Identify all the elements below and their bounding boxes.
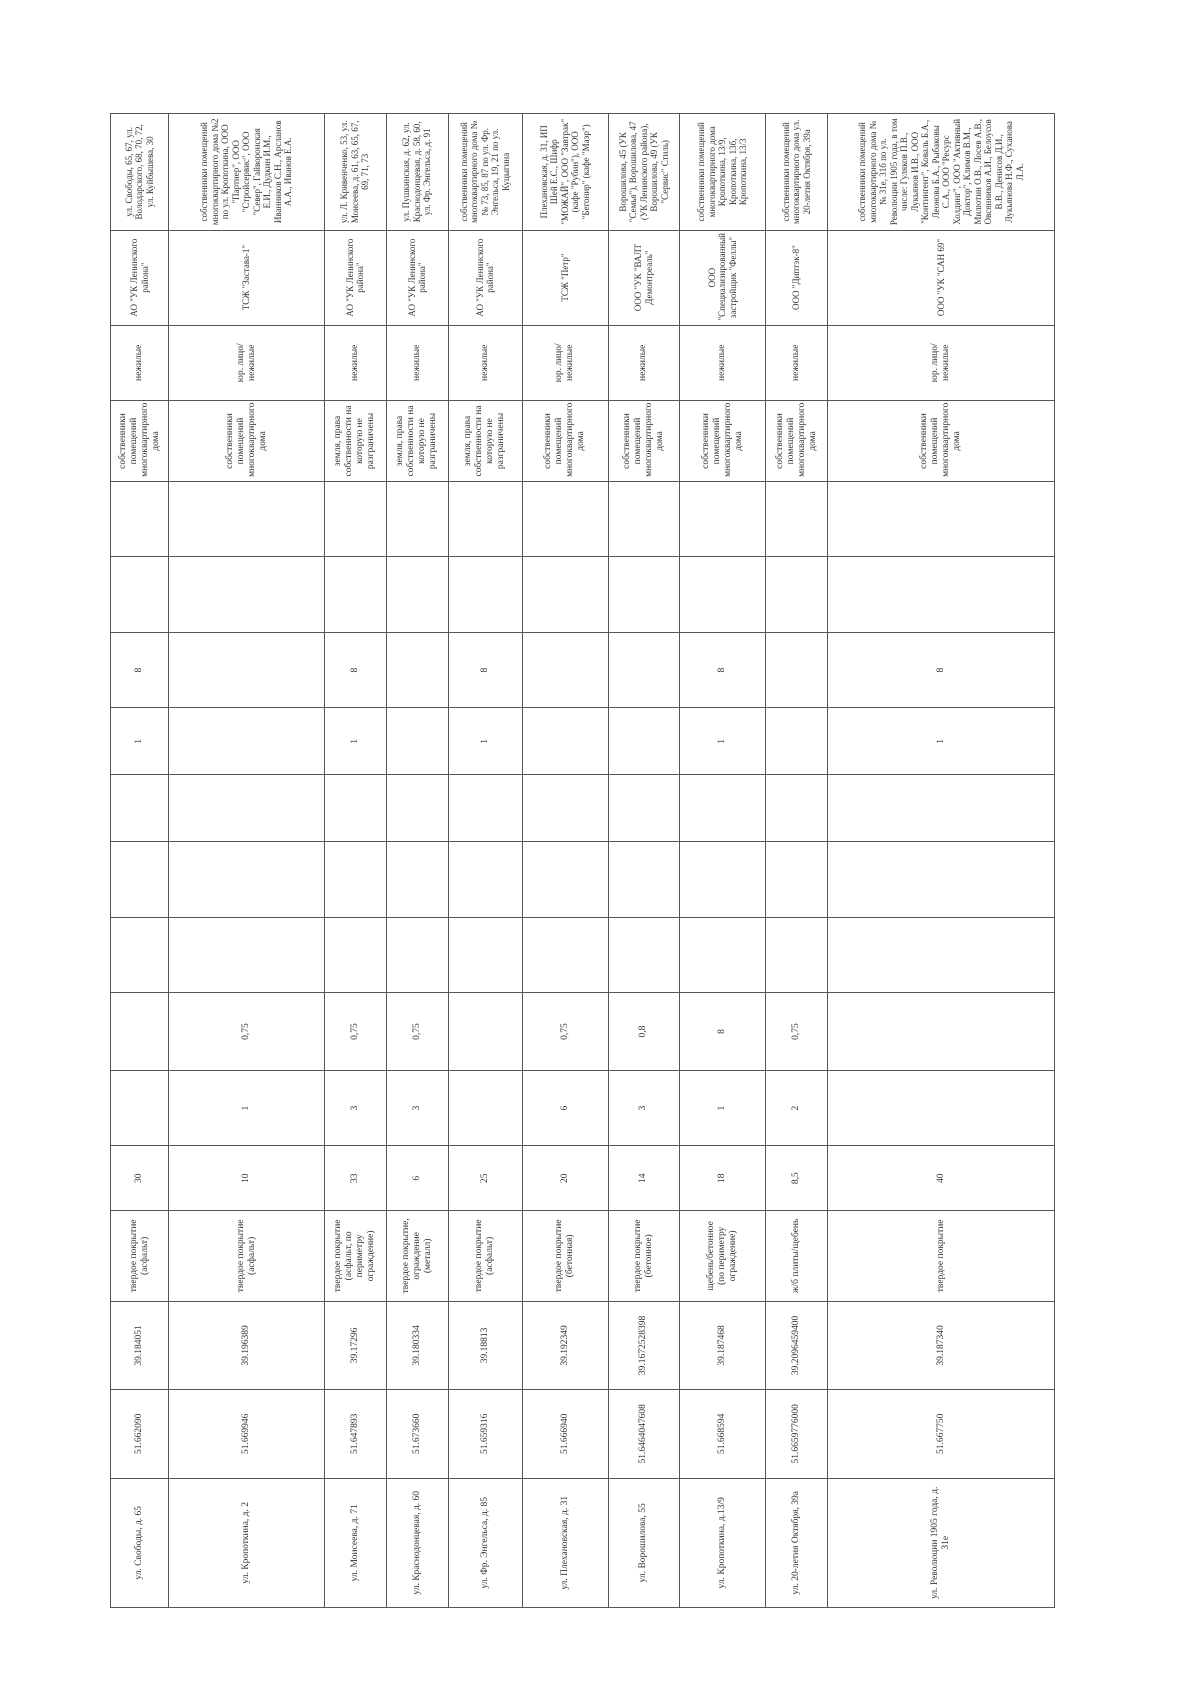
- container-volume-cell: 8: [680, 993, 766, 1071]
- count-1-cell: 1: [448, 708, 522, 775]
- col-13-cell: [828, 775, 1055, 842]
- site-address-cell: ул. Краснодонцевая, д. 60: [386, 1478, 448, 1607]
- count-8-cell: [169, 632, 324, 708]
- col-16-cell: [324, 557, 386, 633]
- served-objects-cell: собственники помещений многоквартирного дома Кропоткина, 13/9, Кропоткина, 13б, Кропоткина, 13/3: [680, 114, 766, 231]
- count-1-cell: [522, 708, 608, 775]
- col-16-cell: [608, 557, 680, 633]
- col-16-cell: [522, 557, 608, 633]
- col-13-cell: [111, 775, 169, 842]
- owner-type-cell: нежилые: [448, 325, 522, 401]
- col-11-cell: [111, 917, 169, 993]
- owner-type-cell: нежилые: [680, 325, 766, 401]
- container-sites-table: [110, 113, 1055, 1608]
- count-1-cell: 1: [828, 708, 1055, 775]
- table-body: [111, 114, 1055, 1608]
- col-17-cell: [448, 481, 522, 557]
- container-volume-cell: 0,75: [324, 993, 386, 1071]
- col-17-cell: [324, 481, 386, 557]
- owner-cell: собственники помещений многоквартирного дома: [169, 401, 324, 482]
- count-8-cell: [386, 632, 448, 708]
- col-13-cell: [766, 775, 828, 842]
- site-area-cell: 8,5: [766, 1146, 828, 1211]
- site-area-cell: 14: [608, 1146, 680, 1211]
- owner-type-cell: нежилые: [324, 325, 386, 401]
- col-11-cell: [608, 917, 680, 993]
- served-objects-cell: ул. Пушкинская, д. 62, ул. Краснодонцевая, д. 58, 60, ул. Фр. Энгельса, д. 91: [386, 114, 448, 231]
- owner-cell: собственники помещений многоквартирного дома: [608, 401, 680, 482]
- owner-type-cell: юр. лицо/нежилые: [522, 325, 608, 401]
- site-address-cell: ул. Свободы, д. 65: [111, 1478, 169, 1607]
- latitude-cell: 51.659316: [448, 1390, 522, 1478]
- col-11-cell: [386, 917, 448, 993]
- latitude-cell: 51.669946: [169, 1390, 324, 1478]
- count-8-cell: 8: [828, 632, 1055, 708]
- col-17-cell: [766, 481, 828, 557]
- count-8-cell: [608, 632, 680, 708]
- table-row: [386, 114, 448, 1608]
- container-count-cell: [448, 1070, 522, 1146]
- site-area-cell: 6: [386, 1146, 448, 1211]
- table-row: [766, 114, 828, 1608]
- surface-type-cell: твердое покрытие (асфальт): [448, 1211, 522, 1302]
- site-area-cell: 25: [448, 1146, 522, 1211]
- surface-type-cell: твердое покрытие (асфальт): [169, 1211, 324, 1302]
- owner-type-cell: нежилые: [766, 325, 828, 401]
- site-area-cell: 40: [828, 1146, 1055, 1211]
- longitude-cell: 39.187468: [680, 1301, 766, 1389]
- longitude-cell: 39.18813: [448, 1301, 522, 1389]
- table-row: [828, 114, 1055, 1608]
- served-objects-cell: Плехановская, д. 31, ИП Шей Е.С., Шифр "МОЖАЙ", ООО "Завтрак" (кафе "Рубин"), ООО "Бегонир" (кафе "Маэр"): [522, 114, 608, 231]
- count-8-cell: 8: [111, 632, 169, 708]
- count-1-cell: [766, 708, 828, 775]
- managing-org-cell: ТСЖ "Петр": [522, 230, 608, 325]
- container-count-cell: 2: [766, 1070, 828, 1146]
- managing-org-cell: АО "УК Ленинского района": [448, 230, 522, 325]
- container-count-cell: 3: [608, 1070, 680, 1146]
- owner-cell: собственники помещений многоквартирного дома: [522, 401, 608, 482]
- served-objects-cell: собственники помещений многоквартирного дома №№ 31е, 31б по ул. Революции 1905 года, в том числе: Гуляков П.В., Лукьянов И.В., ООО "Контингент", Коваль Б.А., Леонова Б.А., Рыбаковы С.А., ООО "Ресурс Холдинг", ООО "Активный Доктор", Климов В.М., Милютин О.В., Лосев А.В., Овсянников А.И., Белоусов В.В., Денисов Д.И., Лукьянова Н.Ф., Суханова Л.А.: [828, 114, 1055, 231]
- col-12-cell: [111, 842, 169, 918]
- container-volume-cell: 0,75: [386, 993, 448, 1071]
- latitude-cell: 51.6464047608: [608, 1390, 680, 1478]
- col-16-cell: [169, 557, 324, 633]
- owner-type-cell: нежилые: [111, 325, 169, 401]
- owner-cell: земля, права собственности на которую не разграничены: [324, 401, 386, 482]
- managing-org-cell: ООО "УК "ВАЛТ Демонтреаль": [608, 230, 680, 325]
- site-address-cell: ул. Кропоткина, д. 2: [169, 1478, 324, 1607]
- longitude-cell: 39.1672528398: [608, 1301, 680, 1389]
- count-1-cell: 1: [680, 708, 766, 775]
- count-8-cell: 8: [324, 632, 386, 708]
- site-area-cell: 10: [169, 1146, 324, 1211]
- col-13-cell: [608, 775, 680, 842]
- site-address-cell: ул. 20-летия Октября, 39а: [766, 1478, 828, 1607]
- owner-type-cell: нежилые: [386, 325, 448, 401]
- col-17-cell: [828, 481, 1055, 557]
- served-objects-cell: Ворошилова, 45 (УК "Семья"), Ворошилова, 47 (УК Ленинского района), Ворошилова, 49 (УК "Сервис" Стиль): [608, 114, 680, 231]
- count-1-cell: 1: [111, 708, 169, 775]
- count-8-cell: 8: [680, 632, 766, 708]
- latitude-cell: 51.673660: [386, 1390, 448, 1478]
- latitude-cell: 51.666940: [522, 1390, 608, 1478]
- owner-type-cell: юр. лицо/нежилые: [828, 325, 1055, 401]
- site-address-cell: ул. Ворошилова, 55: [608, 1478, 680, 1607]
- surface-type-cell: твердое покрытие (асфальт, по периметру ограждение): [324, 1211, 386, 1302]
- col-11-cell: [448, 917, 522, 993]
- site-area-cell: 33: [324, 1146, 386, 1211]
- container-count-cell: [111, 1070, 169, 1146]
- col-11-cell: [324, 917, 386, 993]
- col-17-cell: [608, 481, 680, 557]
- col-17-cell: [522, 481, 608, 557]
- managing-org-cell: ООО "УК "САН 69": [828, 230, 1055, 325]
- latitude-cell: 51.668594: [680, 1390, 766, 1478]
- col-12-cell: [680, 842, 766, 918]
- table-row: [522, 114, 608, 1608]
- longitude-cell: 39.2096459400: [766, 1301, 828, 1389]
- table-row: [111, 114, 169, 1608]
- served-objects-cell: собственники помещений многоквартирного дома №№ 73, 85, 87 по ул. Фр. Энгельса, 19, 21 по ул. Куцыгина: [448, 114, 522, 231]
- owner-cell: земля, права собственности на которую не разграничены: [386, 401, 448, 482]
- site-area-cell: 30: [111, 1146, 169, 1211]
- latitude-cell: 51.667750: [828, 1390, 1055, 1478]
- col-17-cell: [169, 481, 324, 557]
- site-address-cell: ул. Фр. Энгельса, д. 85: [448, 1478, 522, 1607]
- col-13-cell: [680, 775, 766, 842]
- latitude-cell: 51.6659776000: [766, 1390, 828, 1478]
- col-12-cell: [386, 842, 448, 918]
- table-row: [680, 114, 766, 1608]
- col-11-cell: [522, 917, 608, 993]
- owner-cell: собственники помещений многоквартирного дома: [680, 401, 766, 482]
- served-objects-cell: ул. Л. Кривенченко, 53, ул. Моисеева, д. 61, 63, 65, 67, 69, 71, 73: [324, 114, 386, 231]
- latitude-cell: 51.647893: [324, 1390, 386, 1478]
- col-17-cell: [680, 481, 766, 557]
- col-13-cell: [386, 775, 448, 842]
- table-row: [448, 114, 522, 1608]
- col-12-cell: [324, 842, 386, 918]
- latitude-cell: 51.662090: [111, 1390, 169, 1478]
- container-count-cell: [828, 1070, 1055, 1146]
- col-11-cell: [680, 917, 766, 993]
- owner-cell: собственники помещений многоквартирного дома: [766, 401, 828, 482]
- surface-type-cell: твердое покрытие: [828, 1211, 1055, 1302]
- site-area-cell: 20: [522, 1146, 608, 1211]
- count-8-cell: [766, 632, 828, 708]
- count-8-cell: 8: [448, 632, 522, 708]
- col-12-cell: [169, 842, 324, 918]
- col-12-cell: [608, 842, 680, 918]
- col-13-cell: [522, 775, 608, 842]
- served-objects-cell: ул. Свободы, 65, 67, ул. Володарского, 68, 70, 72, ул. Куйбышева, 30: [111, 114, 169, 231]
- site-address-cell: ул. Моисеева, д. 71: [324, 1478, 386, 1607]
- col-12-cell: [766, 842, 828, 918]
- surface-type-cell: щебень/бетонное (по периметру ограждение): [680, 1211, 766, 1302]
- longitude-cell: 39.192349: [522, 1301, 608, 1389]
- count-8-cell: [522, 632, 608, 708]
- owner-cell: собственники помещений многоквартирного дома: [828, 401, 1055, 482]
- owner-type-cell: нежилые: [608, 325, 680, 401]
- container-volume-cell: [828, 993, 1055, 1071]
- count-1-cell: [608, 708, 680, 775]
- managing-org-cell: АО "УК Ленинского района": [111, 230, 169, 325]
- container-count-cell: 6: [522, 1070, 608, 1146]
- longitude-cell: 39.187340: [828, 1301, 1055, 1389]
- container-volume-cell: [448, 993, 522, 1071]
- count-1-cell: [169, 708, 324, 775]
- longitude-cell: 39.196389: [169, 1301, 324, 1389]
- served-objects-cell: собственники помещений многоквартирного дома №2 по ул. Кропоткина, ООО "Партнер", ООО "Стройсервис", ООО "Север", Гайворонская Е.И., Дудкин И.М., Иванников С.Н., Арсланов А.А., Иванов Е.А.: [169, 114, 324, 231]
- site-address-cell: ул. Кропоткина, д.13/9: [680, 1478, 766, 1607]
- managing-org-cell: ООО "Диптэк-8": [766, 230, 828, 325]
- longitude-cell: 39.17296: [324, 1301, 386, 1389]
- container-count-cell: 1: [169, 1070, 324, 1146]
- surface-type-cell: твердое покрытие (бетонное): [608, 1211, 680, 1302]
- col-12-cell: [828, 842, 1055, 918]
- col-13-cell: [169, 775, 324, 842]
- container-count-cell: 1: [680, 1070, 766, 1146]
- col-17-cell: [111, 481, 169, 557]
- longitude-cell: 39.184051: [111, 1301, 169, 1389]
- managing-org-cell: АО "УК Ленинского района": [386, 230, 448, 325]
- col-16-cell: [766, 557, 828, 633]
- surface-type-cell: ж/б плиты/щебень: [766, 1211, 828, 1302]
- managing-org-cell: АО "УК Ленинского района": [324, 230, 386, 325]
- surface-type-cell: твердое покрытие (бетонная): [522, 1211, 608, 1302]
- site-area-cell: 18: [680, 1146, 766, 1211]
- owner-cell: собственники помещений многоквартирного дома: [111, 401, 169, 482]
- col-11-cell: [169, 917, 324, 993]
- managing-org-cell: ООО "Специализированный застройщик "Феллы": [680, 230, 766, 325]
- table-row: [608, 114, 680, 1608]
- surface-type-cell: твердое покрытие (асфальт): [111, 1211, 169, 1302]
- site-address-cell: ул. Плехановская, д. 31: [522, 1478, 608, 1607]
- surface-type-cell: твердое покрытие, ограждение (металл): [386, 1211, 448, 1302]
- col-12-cell: [448, 842, 522, 918]
- container-volume-cell: [111, 993, 169, 1071]
- owner-type-cell: юр. лицо/нежилые: [169, 325, 324, 401]
- col-17-cell: [386, 481, 448, 557]
- count-1-cell: 1: [324, 708, 386, 775]
- col-16-cell: [828, 557, 1055, 633]
- col-11-cell: [828, 917, 1055, 993]
- col-16-cell: [448, 557, 522, 633]
- col-13-cell: [448, 775, 522, 842]
- container-volume-cell: 0,8: [608, 993, 680, 1071]
- container-count-cell: 3: [386, 1070, 448, 1146]
- table-row: [169, 114, 324, 1608]
- count-1-cell: [386, 708, 448, 775]
- col-16-cell: [386, 557, 448, 633]
- managing-org-cell: ТСЖ "Застава-1": [169, 230, 324, 325]
- container-count-cell: 3: [324, 1070, 386, 1146]
- col-16-cell: [680, 557, 766, 633]
- container-volume-cell: 0,75: [522, 993, 608, 1071]
- col-16-cell: [111, 557, 169, 633]
- col-11-cell: [766, 917, 828, 993]
- container-volume-cell: 0,75: [766, 993, 828, 1071]
- container-volume-cell: 0,75: [169, 993, 324, 1071]
- site-address-cell: ул. Революции 1905 года, д. 31е: [828, 1478, 1055, 1607]
- rotated-table-container: [110, 113, 1055, 1608]
- longitude-cell: 39.180334: [386, 1301, 448, 1389]
- owner-cell: земля, права собственности на которую не разграничены: [448, 401, 522, 482]
- col-12-cell: [522, 842, 608, 918]
- table-row: [324, 114, 386, 1608]
- col-13-cell: [324, 775, 386, 842]
- served-objects-cell: собственники помещений многоквартирного дома ул. 20-летия Октября, 39а: [766, 114, 828, 231]
